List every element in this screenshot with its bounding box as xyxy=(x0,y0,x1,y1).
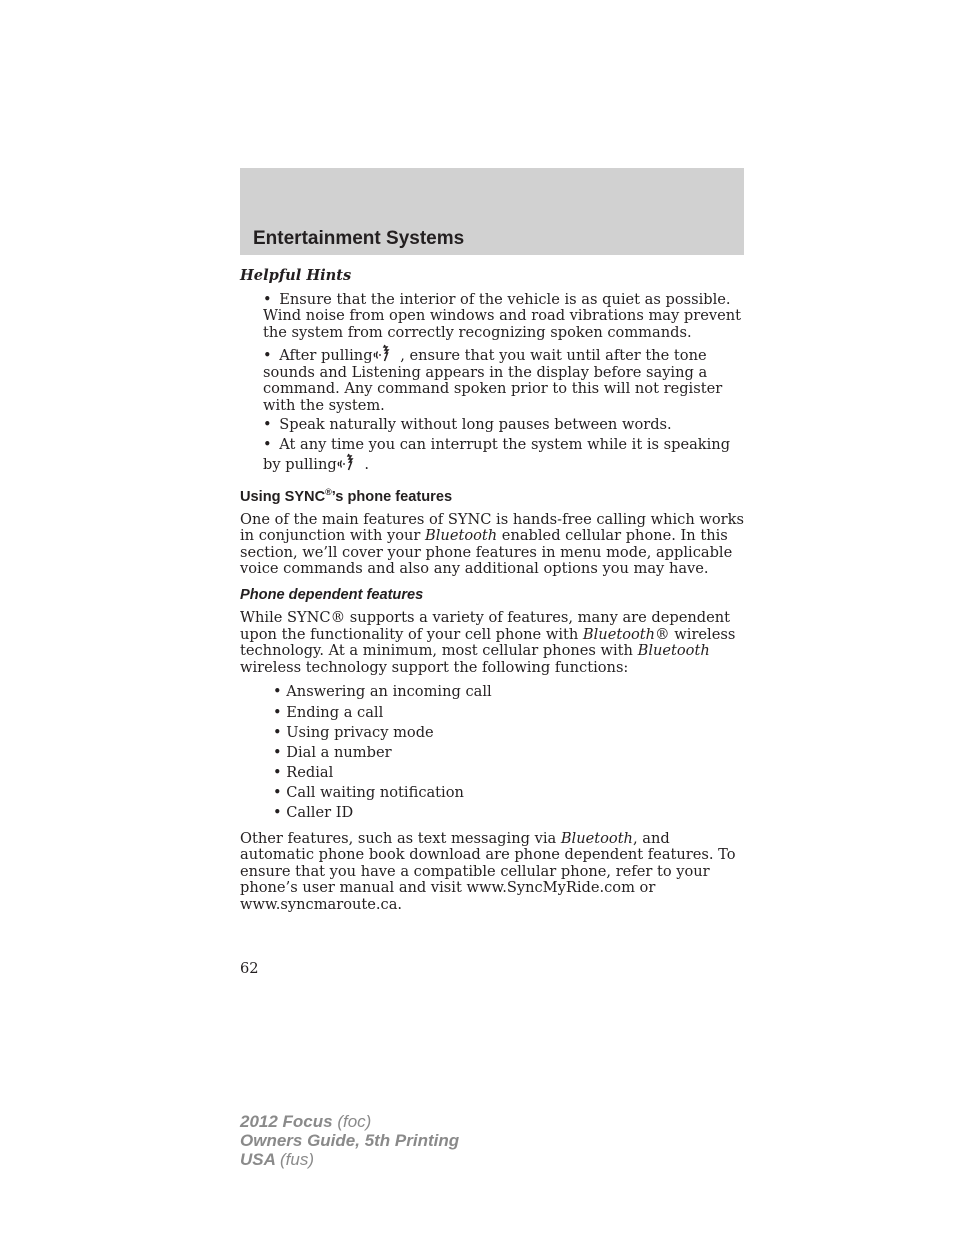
bullet: • xyxy=(263,416,272,433)
hint-speak-naturally xyxy=(263,417,744,434)
helpful-hints-heading: Helpful Hints xyxy=(240,267,352,284)
document-footer xyxy=(240,1112,459,1169)
list-item xyxy=(273,725,744,745)
list-item-text: Redial xyxy=(286,764,334,782)
bullet: • xyxy=(273,743,282,761)
bullet: • xyxy=(263,347,272,364)
phone-dependent-paragraph xyxy=(240,610,744,676)
other-features-paragraph xyxy=(240,831,744,914)
hint-text-before-icon: At any time you can interrupt the system while it is speaking by pulling xyxy=(263,435,731,473)
text-run-italic: Bluetooth xyxy=(637,642,710,660)
heading-part: Using SYNC xyxy=(240,488,326,505)
text-run-italic: Bluetooth xyxy=(560,829,633,847)
hint-text-after-icon: . xyxy=(364,456,369,473)
list-item xyxy=(273,745,744,765)
registered-mark: ® xyxy=(325,486,332,497)
list-item-text: Ending a call xyxy=(286,703,384,721)
text-run: While SYNC® supports a variety of features, many are dependent upon the functionality of your cell phone with xyxy=(240,609,731,643)
bullet: • xyxy=(273,804,282,822)
text-run: , and automatic phone book download are phone dependent features. To ensure that you have a compatible cellular phone, refer to your phone’s user manual and visit www.SyncMyRide.com or www.syncmaroute.ca. xyxy=(240,829,736,913)
voice-command-icon xyxy=(373,344,393,362)
bullet: • xyxy=(273,683,282,701)
footer-line-market xyxy=(240,1150,459,1169)
list-item-text: Call waiting notification xyxy=(286,784,464,802)
hint-quiet-interior xyxy=(263,292,744,342)
footer-market: USA xyxy=(240,1150,276,1169)
text-run: One of the main features of SYNC is hands-free calling which works in conjunction with your xyxy=(240,510,744,545)
text-run: Other features, such as text messaging via xyxy=(240,829,561,847)
text-run-italic: Bluetooth xyxy=(582,625,656,643)
bullet: • xyxy=(273,703,282,721)
hint-text: Ensure that the interior of the vehicle is as quiet as possible. Wind noise from open windows and road vibrations may prevent the system from correctly recognizing spoken commands. xyxy=(263,290,741,341)
hint-after-pulling xyxy=(263,344,744,414)
page-content xyxy=(240,268,744,913)
bullet: • xyxy=(273,764,282,782)
list-item xyxy=(273,705,744,725)
bullet: • xyxy=(263,290,272,308)
footer-line-model xyxy=(240,1112,459,1131)
hint-text-after-icon: , ensure that you wait until after the tone sounds and Listening appears in the display before saying a command. Any command spoken prior to this will not register with the system. xyxy=(263,347,723,414)
list-item-text: Dial a number xyxy=(286,743,392,761)
footer-model-code: (foc) xyxy=(337,1112,372,1131)
text-run-italic: Bluetooth xyxy=(425,527,498,545)
footer-model: 2012 Focus xyxy=(240,1112,333,1131)
list-item-text: Using privacy mode xyxy=(286,723,434,741)
footer-market-code: (fus) xyxy=(280,1150,314,1169)
bullet: • xyxy=(263,435,272,453)
list-item xyxy=(273,785,744,805)
bullet: • xyxy=(273,784,282,802)
phone-dependent-heading: Phone dependent features xyxy=(240,586,424,603)
list-item-text: Caller ID xyxy=(286,804,354,822)
voice-command-icon xyxy=(337,453,357,471)
bullet: • xyxy=(273,723,282,741)
list-item xyxy=(273,805,744,825)
section-title: Entertainment Systems xyxy=(253,228,465,249)
footer-line-guide: Owners Guide, 5th Printing xyxy=(240,1131,460,1150)
page-number: 62 xyxy=(240,960,259,977)
hint-text: Speak naturally without long pauses between words. xyxy=(279,416,672,433)
list-item xyxy=(273,684,744,704)
heading-part: ’s phone features xyxy=(331,488,453,505)
list-item-text: Answering an incoming call xyxy=(286,683,492,701)
text-run: wireless technology support the following functions: xyxy=(240,658,629,676)
list-item xyxy=(273,765,744,785)
text-run: enabled cellular phone. In this section, we’ll cover your phone features in menu mode, applicable voice commands and also any additional options you may have. xyxy=(240,527,733,578)
hint-text-before-icon: After pulling xyxy=(279,347,373,364)
sync-phone-features-heading xyxy=(240,484,744,505)
hint-interrupt xyxy=(263,437,744,474)
supported-functions-list xyxy=(273,684,744,825)
sync-phone-paragraph xyxy=(240,512,744,578)
text-run: ® wireless technology. At a minimum, most cellular phones with xyxy=(240,625,736,660)
